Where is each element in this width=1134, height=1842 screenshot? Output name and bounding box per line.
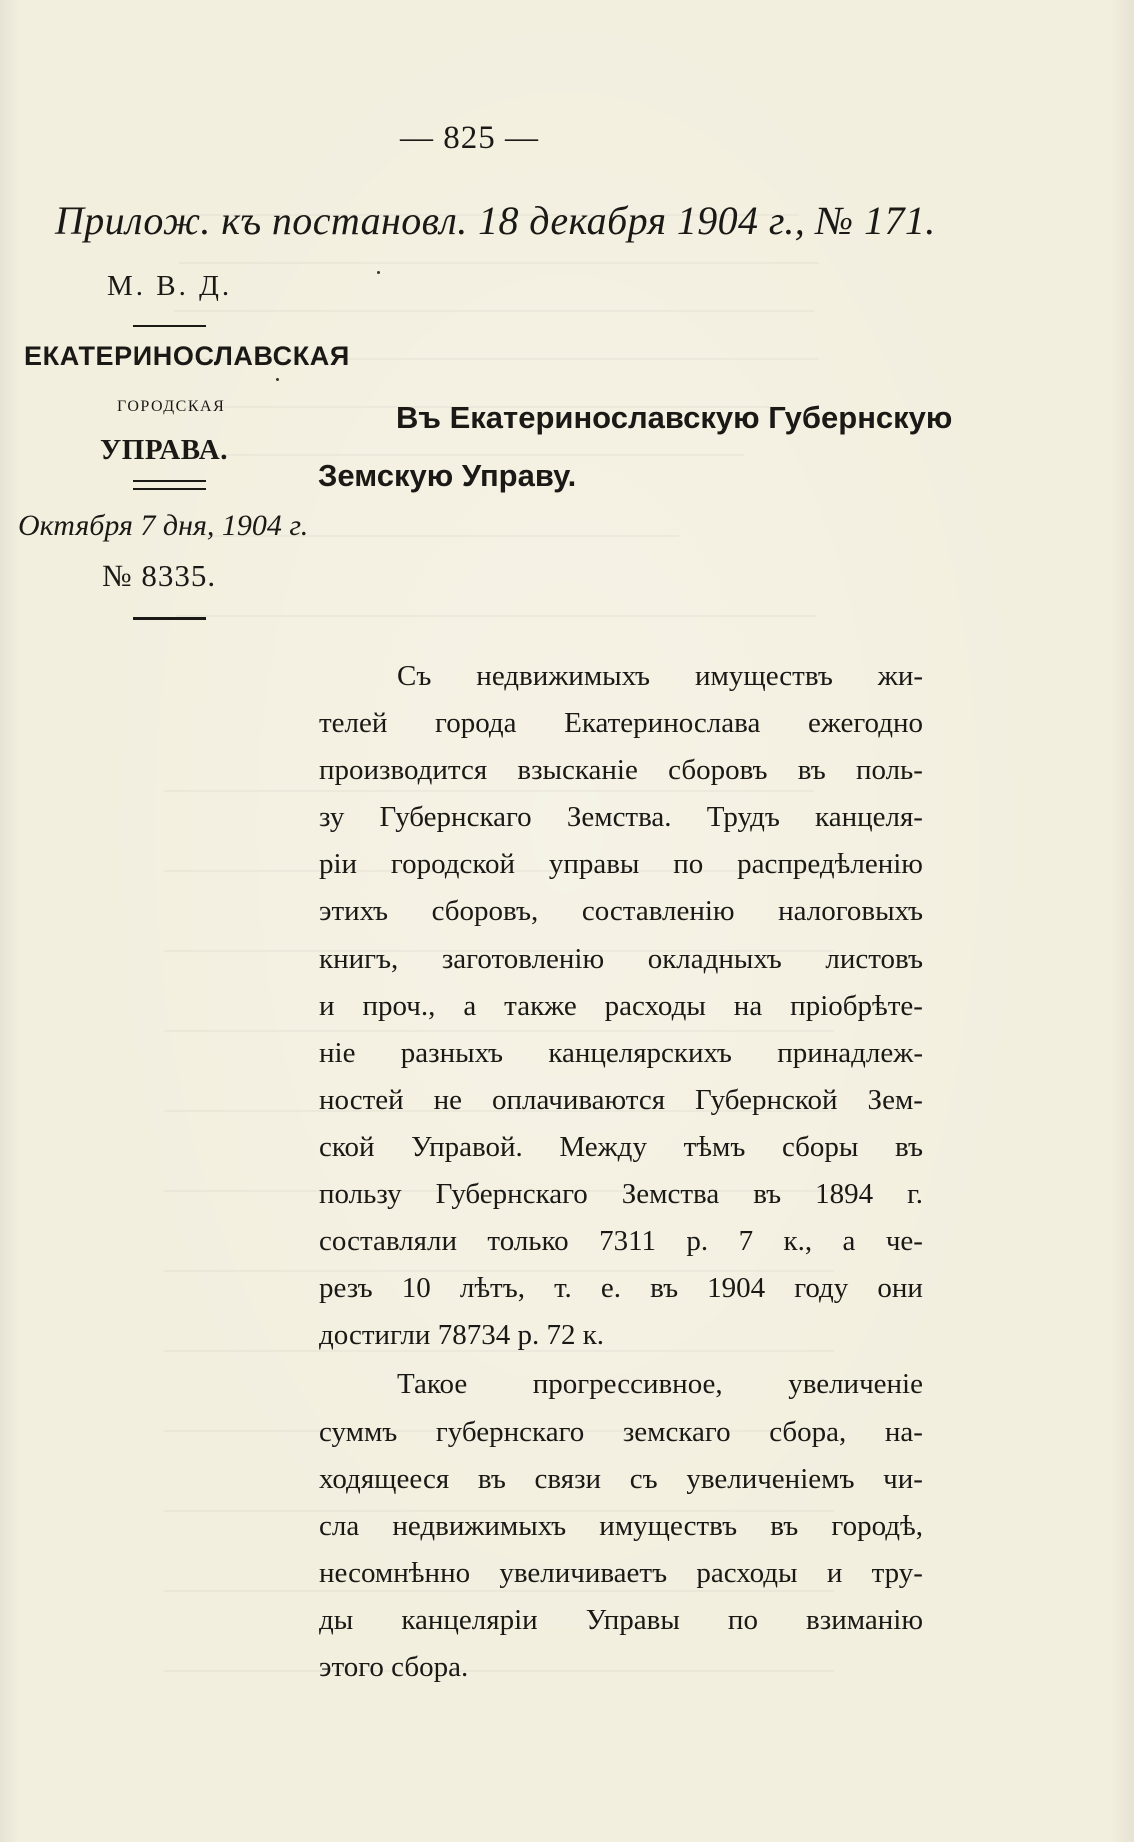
line-word: связи — [534, 1462, 602, 1495]
letter-body — [319, 653, 923, 1691]
line-word: Трудъ — [706, 801, 780, 834]
text-line — [319, 936, 923, 983]
line-word: ды — [319, 1603, 354, 1636]
line-word: по — [673, 848, 704, 881]
line-word: канцеляріи — [401, 1603, 538, 1636]
text-line — [319, 1644, 923, 1691]
line-word: недвижимыхъ — [476, 660, 651, 692]
text-line — [319, 1503, 923, 1550]
line-word: ходящееся — [319, 1462, 450, 1495]
text-line — [319, 1265, 923, 1312]
line-word: принадлеж- — [777, 1036, 923, 1069]
line-word: въ — [797, 754, 826, 787]
text-line — [319, 1077, 923, 1124]
line-word: и — [826, 1556, 843, 1589]
line-word: управы — [548, 848, 640, 881]
line-word: е. — [600, 1272, 622, 1305]
line-word: Между — [559, 1130, 647, 1163]
line-word: города — [435, 707, 517, 740]
line-word: лѣтъ, — [459, 1272, 525, 1305]
line-word: по — [727, 1603, 758, 1636]
text-line — [319, 747, 923, 794]
line-word: составленію — [581, 895, 735, 928]
page-number: — 825 — — [400, 120, 539, 156]
ink-dot — [276, 378, 279, 381]
line-word: увеличеніе — [788, 1368, 923, 1401]
ministry-label: М. В. Д. — [107, 270, 233, 302]
line-word: въ — [650, 1272, 679, 1305]
double-rule-top — [133, 480, 206, 482]
line-content: достигли 78734 р. 72 к. — [319, 1319, 605, 1352]
line-word: взиманію — [806, 1603, 923, 1636]
line-word: они — [877, 1272, 923, 1305]
text-line — [319, 841, 923, 888]
text-line — [319, 700, 923, 747]
addressee-line: Земскую Управу. — [318, 458, 577, 493]
line-word: имуществъ — [599, 1509, 738, 1542]
ink-dot — [377, 271, 380, 274]
line-word: производится — [319, 754, 488, 787]
line-word: недвижимыхъ — [392, 1509, 567, 1542]
line-word: только — [487, 1225, 569, 1258]
line-word: на- — [884, 1415, 923, 1448]
line-word: чи- — [883, 1462, 923, 1495]
text-line — [319, 888, 923, 935]
line-word: на — [733, 989, 763, 1022]
line-word: Зем- — [867, 1083, 923, 1116]
line-word: ежегодно — [807, 707, 923, 740]
text-line — [319, 794, 923, 841]
line-word: Екатеринослава — [564, 707, 761, 740]
line-word: че- — [885, 1225, 923, 1258]
line-word: году — [794, 1272, 849, 1305]
line-word: ріи — [319, 848, 358, 881]
line-word: ніе — [319, 1036, 356, 1069]
line-word: пріобрѣте- — [790, 989, 923, 1022]
line-word: въ — [770, 1509, 799, 1542]
line-word: взысканіе — [517, 754, 638, 787]
double-rule-bottom — [133, 488, 206, 490]
body-paragraph — [319, 653, 923, 1359]
sender-city-small: ГОРОДСКАЯ — [117, 398, 226, 415]
text-line — [319, 1218, 923, 1265]
line-word: составляли — [319, 1225, 457, 1258]
line-word: жи- — [877, 660, 923, 692]
line-word: 7 — [738, 1225, 754, 1258]
line-word: въ — [477, 1462, 506, 1495]
line-word: Такое — [397, 1368, 468, 1401]
letter-number: № 8335. — [102, 558, 217, 593]
line-word: Земства. — [566, 801, 672, 834]
line-word: 1894 — [815, 1178, 874, 1211]
line-word: листовъ — [825, 942, 923, 975]
line-word: а — [463, 989, 477, 1022]
line-word: этихъ — [319, 895, 389, 928]
addressee-line: Въ Екатеринославскую Губернскую — [396, 400, 953, 435]
text-line — [319, 1550, 923, 1597]
line-word: сборовъ — [668, 754, 768, 787]
text-line — [319, 1312, 923, 1359]
line-word: сборовъ, — [431, 895, 539, 928]
appendix-reference: Прилож. къ постановл. 18 декабря 1904 г., № 171. — [55, 198, 936, 243]
text-line — [319, 1171, 923, 1218]
text-line — [319, 653, 923, 700]
line-word: разныхъ — [400, 1036, 503, 1069]
line-word: расходы — [604, 989, 706, 1022]
line-word: г. — [907, 1178, 923, 1211]
line-word: губернскаго — [435, 1415, 585, 1448]
letter-date: Октября 7 дня, 1904 г. — [18, 509, 309, 542]
line-word: расходы — [696, 1556, 798, 1589]
line-word: распредѣленію — [737, 848, 923, 881]
text-line — [319, 1597, 923, 1644]
line-word: оплачиваются — [492, 1083, 666, 1116]
sender-council: УПРАВА. — [100, 434, 228, 466]
line-word: 7311 — [599, 1225, 656, 1258]
line-word: не — [433, 1083, 463, 1116]
line-word: увеличиваетъ — [499, 1556, 668, 1589]
line-word: 1904 — [707, 1272, 766, 1305]
sender-city: ЕКАТЕРИНОСЛАВСКАЯ — [24, 341, 350, 371]
sender-block-underline — [133, 617, 206, 620]
line-word: Губернскаго — [435, 1178, 588, 1211]
addressee-block — [318, 389, 953, 505]
line-word: зу — [319, 801, 345, 834]
line-word: суммъ — [319, 1415, 398, 1448]
line-word: въ — [753, 1178, 782, 1211]
line-word: Съ — [397, 660, 432, 692]
line-word: поль- — [855, 754, 923, 787]
line-word: сборы — [781, 1130, 859, 1163]
line-word: канцелярскихъ — [548, 1036, 732, 1069]
line-word: имуществъ — [695, 660, 833, 692]
line-word: въ — [895, 1130, 923, 1163]
text-line — [319, 1456, 923, 1503]
text-line — [319, 1124, 923, 1171]
line-word: проч., — [362, 989, 436, 1022]
line-word: съ — [629, 1462, 658, 1495]
line-word: ской — [319, 1130, 375, 1163]
line-word: городской — [390, 848, 516, 881]
line-word: ностей — [319, 1083, 404, 1116]
line-word: несомнѣнно — [319, 1556, 471, 1589]
line-word: заготовленію — [441, 942, 605, 975]
line-word: городѣ, — [831, 1509, 923, 1542]
line-word: Управы — [585, 1603, 680, 1636]
line-word: Земства — [621, 1178, 720, 1211]
line-word: а — [842, 1225, 856, 1258]
line-word: также — [504, 989, 577, 1022]
text-line — [319, 983, 923, 1030]
line-word: резъ — [319, 1272, 373, 1305]
line-word: налоговыхъ — [778, 895, 923, 928]
text-line — [319, 1030, 923, 1077]
header-divider — [133, 325, 206, 327]
line-word: сбора, — [769, 1415, 847, 1448]
line-word: земскаго — [622, 1415, 731, 1448]
line-word: Управой. — [411, 1130, 523, 1163]
line-word: увеличеніемъ — [686, 1462, 855, 1495]
line-word: к., — [783, 1225, 813, 1258]
line-word: Губернскаго — [379, 801, 532, 834]
text-line — [319, 1361, 923, 1408]
line-content: этого сбора. — [319, 1650, 469, 1683]
text-line — [319, 1409, 923, 1456]
line-word: прогрессивное, — [532, 1368, 723, 1401]
line-word: р. — [686, 1225, 709, 1258]
line-word: тѣмъ — [683, 1130, 746, 1163]
line-word: т. — [554, 1272, 572, 1305]
line-word: и — [319, 989, 335, 1022]
line-word: окладныхъ — [647, 942, 782, 975]
line-word: тру- — [871, 1556, 923, 1589]
line-word: сла — [319, 1509, 360, 1542]
line-word: Губернской — [695, 1083, 838, 1116]
body-paragraph — [319, 1361, 923, 1691]
line-word: пользу — [319, 1178, 402, 1211]
line-word: 10 — [401, 1272, 431, 1305]
line-word: канцеля- — [815, 801, 923, 834]
line-word: телей — [319, 707, 388, 740]
line-word: книгъ, — [319, 942, 399, 975]
